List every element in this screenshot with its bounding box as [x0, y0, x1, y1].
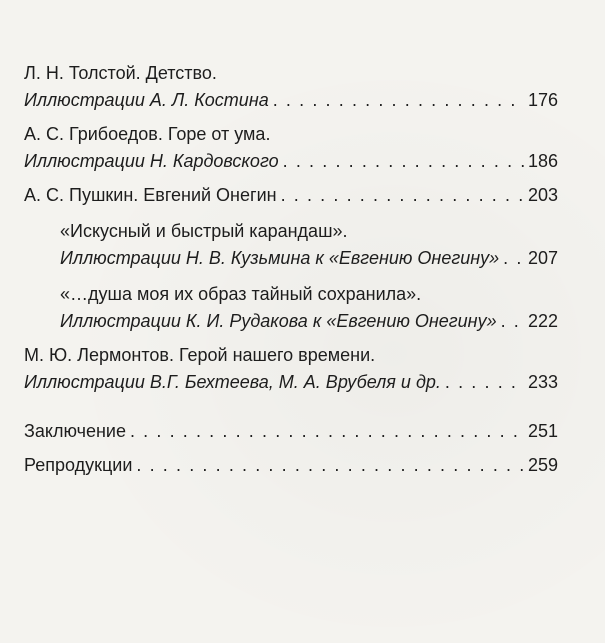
toc-entry-title: [24, 418, 558, 445]
illustrations-label: Иллюстрации В.Г. Бехтеева, М. А. Врубеля и др.: [24, 372, 441, 392]
toc-entry-illustrations: [24, 369, 558, 396]
toc-entry-conclusion: [24, 418, 558, 445]
toc-entry-title: [24, 342, 558, 369]
toc-entry-title: [24, 121, 558, 148]
entry-title: Репродукции: [24, 455, 133, 475]
toc-entry-reproductions: [24, 452, 558, 479]
toc-entry-lermontov: [24, 342, 558, 396]
subentry-title: [60, 281, 558, 308]
toc-subentry-rudakov: [24, 281, 558, 335]
page-number: 203: [527, 185, 558, 205]
toc-entry-pushkin: [24, 182, 558, 335]
toc-entry-title: [24, 182, 558, 209]
page-number: 222: [527, 311, 558, 331]
dot-leader: [281, 182, 524, 209]
page-number: 259: [527, 455, 558, 475]
entry-title: М. Ю. Лермонтов. Герой нашего времени.: [24, 345, 376, 365]
dot-leader: [130, 418, 524, 445]
subentry-illustrations: [60, 308, 558, 335]
toc-entry-illustrations: [24, 148, 558, 175]
illustrations-label: Иллюстрации А. Л. Костина: [24, 90, 269, 110]
entry-title: А. С. Пушкин. Евгений Онегин: [24, 185, 277, 205]
toc-entry-title: [24, 60, 558, 87]
entry-title: Заключение: [24, 421, 126, 441]
illustrations-label: Иллюстрации К. И. Рудакова к «Евгению Онегину»: [60, 311, 497, 331]
illustrations-label: Иллюстрации Н. Кардовского: [24, 151, 279, 171]
page-number: 176: [527, 90, 558, 110]
subentry-illustrations: [60, 245, 558, 272]
toc-entry-griboedov: [24, 121, 558, 175]
entry-title: А. С. Грибоедов. Горе от ума.: [24, 124, 271, 144]
entry-title: «…душа моя их образ тайный сохранила».: [60, 284, 422, 304]
table-of-contents: [24, 60, 558, 479]
toc-entry-title: [24, 452, 558, 479]
entry-title: Л. Н. Толстой. Детство.: [24, 63, 217, 83]
illustrations-label: Иллюстрации Н. В. Кузьмина к «Евгению Онегину»: [60, 248, 500, 268]
page-number: 207: [527, 248, 558, 268]
dot-leader: [503, 245, 524, 272]
entry-title: «Искусный и быстрый карандаш».: [60, 221, 348, 241]
toc-subentry-kuzmin: [24, 218, 558, 272]
dot-leader: [136, 452, 524, 479]
dot-leader: [445, 369, 524, 396]
page-number: 186: [527, 151, 558, 171]
page-number: 251: [527, 421, 558, 441]
dot-leader: [283, 148, 524, 175]
dot-leader: [501, 308, 524, 335]
toc-entry-illustrations: [24, 87, 558, 114]
page-number: 233: [527, 372, 558, 392]
subentry-title: [60, 218, 558, 245]
toc-entry-tolstoy: [24, 60, 558, 114]
dot-leader: [273, 87, 524, 114]
